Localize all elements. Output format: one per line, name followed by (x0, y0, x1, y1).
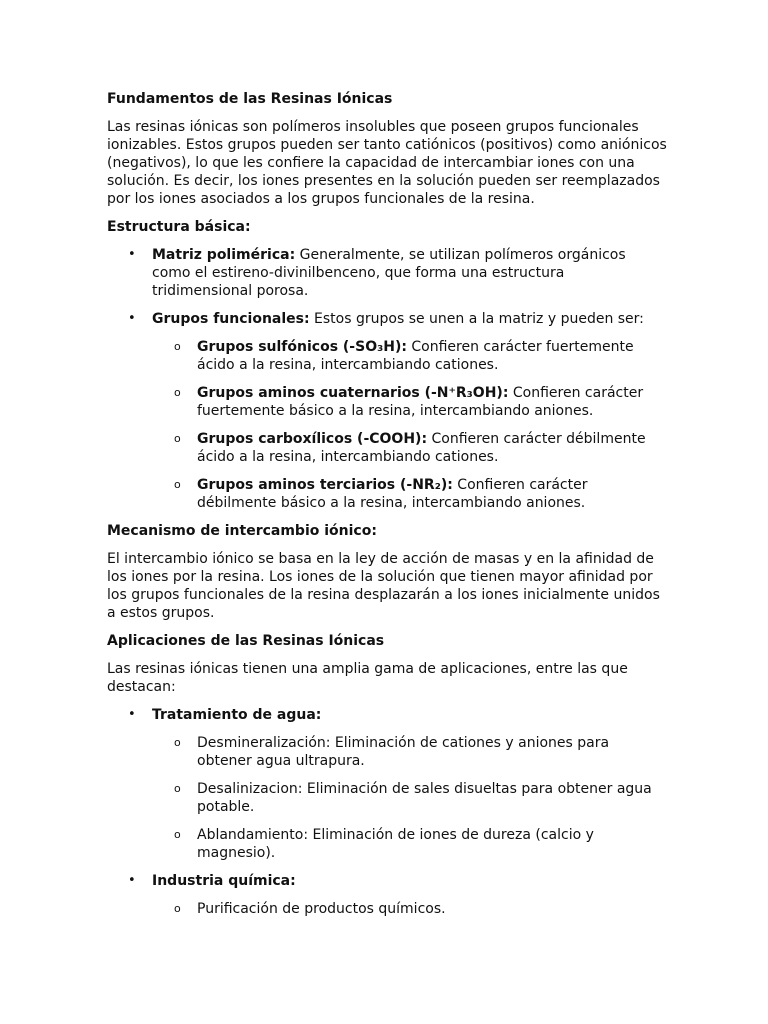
circle-bullet-icon: o (174, 478, 181, 491)
bullet-icon: • (128, 247, 136, 262)
list-item (107, 872, 667, 918)
item-text: Confieren carácter fuertemente básico a la resina, intercambiando aniones. (197, 385, 644, 419)
circle-bullet-icon: o (174, 432, 181, 445)
item-text: Estos grupos se unen a la matriz y pueden ser: (309, 311, 644, 327)
estructura-heading: Estructura básica: (107, 219, 251, 235)
item-label: Grupos funcionales: (152, 311, 310, 327)
circle-bullet-icon: o (174, 736, 181, 749)
item-label: Industria química: (152, 873, 296, 889)
item-label: Grupos carboxílicos (-COOH): (197, 431, 428, 447)
list-item (152, 384, 667, 420)
bullet-icon: • (128, 873, 136, 888)
item-text: Generalmente, se utilizan polímeros orgánicos como el estireno-divinilbenceno, que forma una estructura tridimensional porosa. (152, 247, 626, 299)
bullet-icon: • (128, 311, 136, 326)
item-label: Grupos aminos cuaternarios (-N⁺R₃OH): (197, 385, 509, 401)
circle-bullet-icon: o (174, 386, 181, 399)
item-text: Purificación de productos químicos. (197, 901, 446, 917)
bullet-icon: • (128, 707, 136, 722)
list-item (152, 734, 667, 770)
mecanismo-heading: Mecanismo de intercambio iónico: (107, 523, 377, 539)
tratamiento-sublist (152, 734, 667, 862)
circle-bullet-icon: o (174, 340, 181, 353)
list-item (107, 706, 667, 862)
document-body (107, 90, 667, 928)
list-item (152, 430, 667, 466)
item-label: Grupos aminos terciarios (-NR₂): (197, 477, 453, 493)
list-item (152, 338, 667, 374)
circle-bullet-icon: o (174, 828, 181, 841)
item-text: Desalinizacion: Eliminación de sales disueltas para obtener agua potable. (197, 781, 652, 815)
list-item (152, 780, 667, 816)
aplicaciones-list (107, 706, 667, 918)
aplicaciones-intro: Las resinas iónicas tienen una amplia gama de aplicaciones, entre las que destacan: (107, 661, 628, 695)
item-label: Tratamiento de agua: (152, 707, 322, 723)
circle-bullet-icon: o (174, 902, 181, 915)
grupos-sublist (152, 338, 667, 512)
item-label: Grupos sulfónicos (-SO₃H): (197, 339, 407, 355)
document-title: Fundamentos de las Resinas Iónicas (107, 91, 393, 107)
list-item (152, 826, 667, 862)
list-item (107, 246, 667, 300)
item-text: Ablandamiento: Eliminación de iones de dureza (calcio y magnesio). (197, 827, 594, 861)
mecanismo-paragraph: El intercambio iónico se basa en la ley de acción de masas y en la afinidad de los iones por la resina. Los iones de la solución que tienen mayor afinidad por los grupos funcionales de la resina desplazarán a los iones inicialmente unidos a estos grupos. (107, 551, 660, 621)
intro-paragraph: Las resinas iónicas son polímeros insolubles que poseen grupos funcionales ionizables. Estos grupos pueden ser tanto catiónicos (positivos) como aniónicos (negativos), lo que les confiere la capacidad de intercambiar iones con una solución. Es decir, los iones presentes en la solución pueden ser reemplazados por los iones asociados a los grupos funcionales de la resina. (107, 119, 667, 207)
industria-sublist (152, 900, 667, 918)
list-item (107, 310, 667, 512)
circle-bullet-icon: o (174, 782, 181, 795)
item-text: Desmineralización: Eliminación de cationes y aniones para obtener agua ultrapura. (197, 735, 610, 769)
item-label: Matriz polimérica: (152, 247, 296, 263)
item-text: Confieren carácter débilmente básico a la resina, intercambiando aniones. (197, 477, 588, 511)
list-item (152, 900, 667, 918)
aplicaciones-heading: Aplicaciones de las Resinas Iónicas (107, 633, 385, 649)
item-text: Confieren carácter fuertemente ácido a la resina, intercambiando cationes. (197, 339, 634, 373)
estructura-list (107, 246, 667, 512)
item-text: Confieren carácter débilmente ácido a la resina, intercambiando cationes. (197, 431, 646, 465)
list-item (152, 476, 667, 512)
